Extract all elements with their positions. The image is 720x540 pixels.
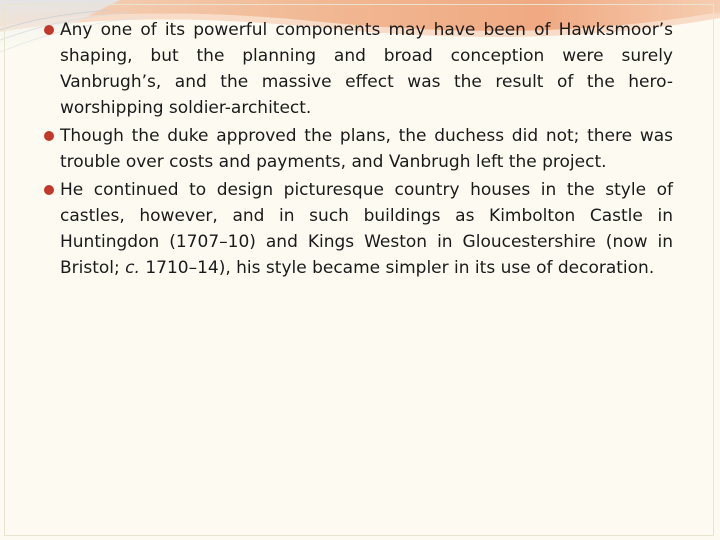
bullet-text: Though the duke approved the plans, the duchess did not; there was trouble over costs and payments, and Vanbrugh left the project. — [60, 126, 673, 172]
bullet-text-part: He continued to design picturesque country houses in the style of castles, however, and in such buildings as Kimbolton Castle in Huntingdon (1707–10) and Kings Weston in Gloucestershire (now in Bristol; — [60, 180, 673, 278]
bullet-text-part: 1710–14), his style became simpler in its use of decoration. — [139, 258, 655, 278]
bullet-item — [44, 177, 673, 281]
bullet-text — [60, 177, 673, 281]
bullet-dot-icon — [44, 25, 54, 35]
bullet-item — [44, 123, 673, 175]
circa-abbreviation: c. — [125, 258, 140, 278]
bullet-dot-icon — [44, 185, 54, 195]
bullet-item — [44, 17, 673, 121]
bullet-text: Any one of its powerful components may have been of Hawksmoor’s shaping, but the planning and broad conception were surely Vanbrugh’s, and the massive effect was the result of the hero-worshipping soldier-architect. — [60, 20, 673, 118]
bullet-dot-icon — [44, 131, 54, 141]
bullet-list — [44, 17, 673, 281]
